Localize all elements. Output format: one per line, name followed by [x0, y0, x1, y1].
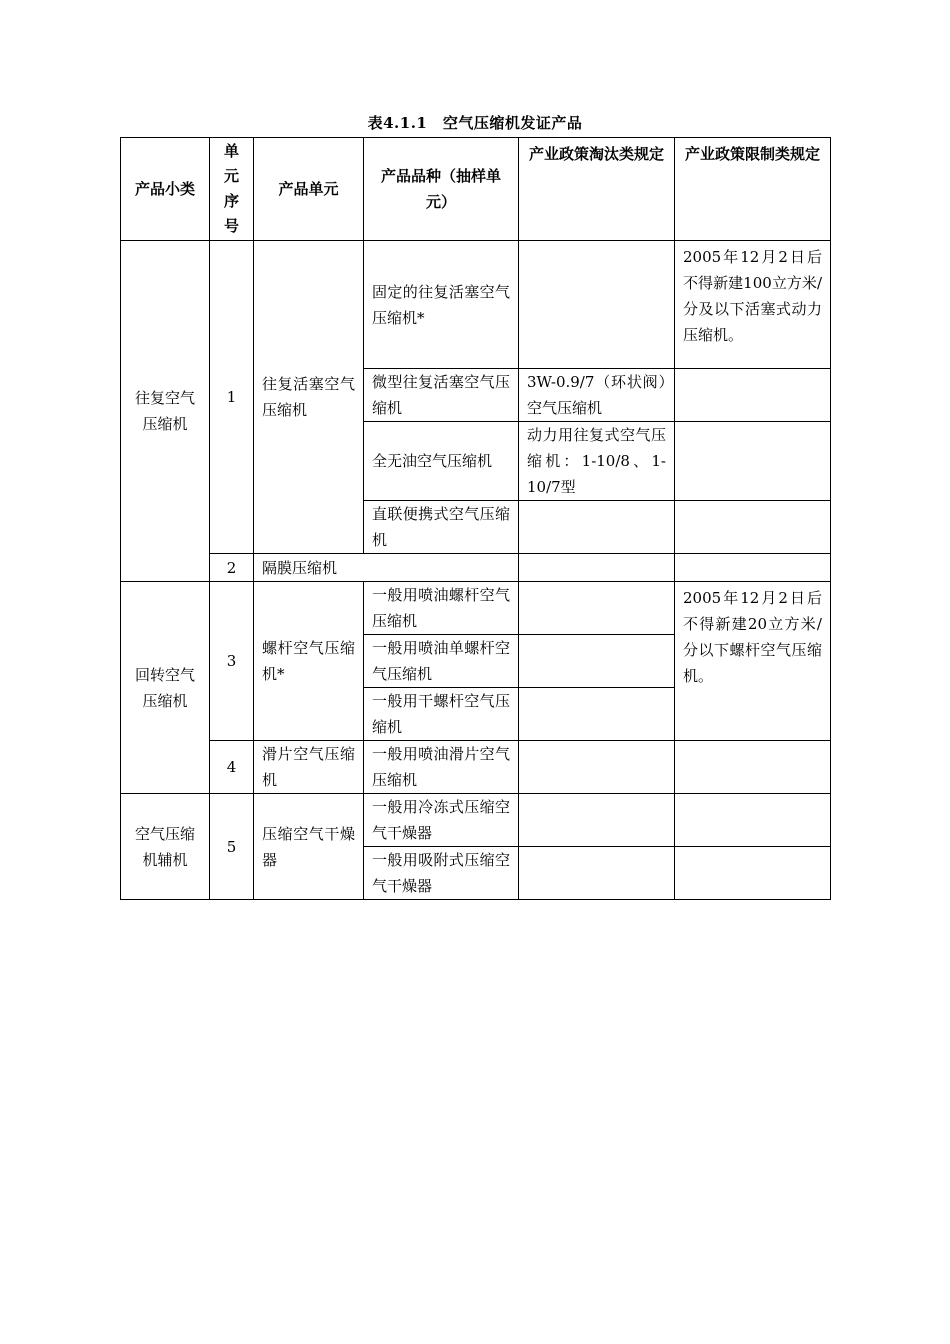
variety-cell: 固定的往复活塞空气压缩机*: [364, 241, 519, 369]
variety-cell: 一般用喷油螺杆空气压缩机: [364, 582, 519, 635]
eliminate-cell: 3W-0.9/7（环状阀）空气压缩机: [519, 369, 675, 422]
eliminate-cell: [519, 847, 675, 900]
unit-cell: 螺杆空气压缩机*: [254, 582, 364, 741]
restrict-cell: [675, 794, 831, 847]
variety-cell: 一般用冷冻式压缩空气干燥器: [364, 794, 519, 847]
restrict-cell: [675, 847, 831, 900]
header-variety: 产品品种（抽样单元）: [364, 138, 519, 241]
restrict-cell: [675, 369, 831, 422]
header-row: [121, 138, 831, 241]
eliminate-cell: [519, 635, 675, 688]
table-row: [121, 582, 831, 635]
eliminate-cell: 动力用往复式空气压缩机：1-10/8、1-10/7型: [519, 422, 675, 501]
eliminate-cell: [519, 741, 675, 794]
restrict-cell: [675, 554, 831, 582]
eliminate-cell: [519, 241, 675, 369]
table-title: 表4.1.1 空气压缩机发证产品: [367, 114, 583, 132]
header-seq: 单 元 序 号: [210, 138, 254, 241]
seq-cell: 1: [210, 241, 254, 554]
variety-cell: 全无油空气压缩机: [364, 422, 519, 501]
unit-cell: 往复活塞空气压缩机: [254, 241, 364, 554]
eliminate-cell: [519, 794, 675, 847]
eliminate-cell: [519, 688, 675, 741]
category-cell: 往复空气压缩机: [121, 241, 210, 582]
seq-cell: 3: [210, 582, 254, 741]
seq-cell: 2: [210, 554, 254, 582]
header-unit: 产品单元: [254, 138, 364, 241]
eliminate-cell: [519, 501, 675, 554]
table-row: [121, 741, 831, 794]
header-category: 产品小类: [121, 138, 210, 241]
eliminate-cell: [519, 582, 675, 635]
variety-cell: 一般用喷油滑片空气压缩机: [364, 741, 519, 794]
restrict-cell: [675, 422, 831, 501]
table-row: [121, 554, 831, 582]
unit-cell: 滑片空气压缩机: [254, 741, 364, 794]
restrict-cell: [675, 501, 831, 554]
eliminate-cell: [519, 554, 675, 582]
variety-cell: 一般用喷油单螺杆空气压缩机: [364, 635, 519, 688]
seq-cell: 5: [210, 794, 254, 900]
table-row: [121, 241, 831, 369]
variety-cell: 微型往复活塞空气压缩机: [364, 369, 519, 422]
seq-cell: 4: [210, 741, 254, 794]
product-table: [120, 137, 831, 900]
restrict-cell: [675, 741, 831, 794]
unit-cell: 隔膜压缩机: [254, 554, 519, 582]
category-cell: 空气压缩机辅机: [121, 794, 210, 900]
header-eliminate: 产业政策淘汰类规定: [519, 138, 675, 241]
category-cell: 回转空气压缩机: [121, 582, 210, 794]
restrict-cell: 2005年12月2日后不得新建100立方米/分及以下活塞式动力压缩机。: [675, 241, 831, 369]
table-row: [121, 794, 831, 847]
unit-cell: 压缩空气干燥器: [254, 794, 364, 900]
restrict-cell: 2005年12月2日后不得新建20立方米/分以下螺杆空气压缩机。: [675, 582, 831, 741]
variety-cell: 直联便携式空气压缩机: [364, 501, 519, 554]
header-restrict: 产业政策限制类规定: [675, 138, 831, 241]
variety-cell: 一般用干螺杆空气压缩机: [364, 688, 519, 741]
variety-cell: 一般用吸附式压缩空气干燥器: [364, 847, 519, 900]
